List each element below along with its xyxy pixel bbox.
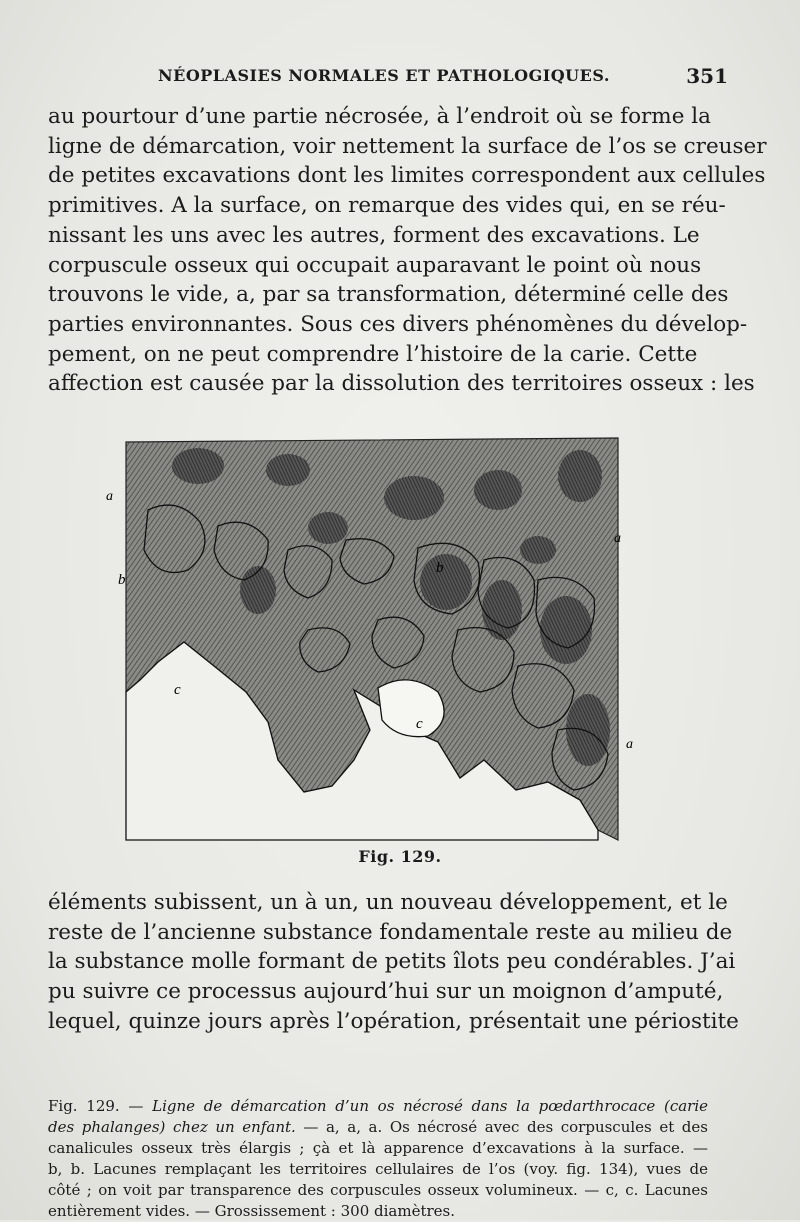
figure-letter-b-left: b — [118, 572, 126, 588]
figure-caption-label: Fig. 129. — [358, 847, 442, 866]
text-line: lequel, quinze jours après l’opération, présentait une périostite — [48, 1008, 739, 1034]
legend-line: côté ; on voit par transparence des corpuscules osseux volumineux. — c, c. Lacunes — [48, 1181, 708, 1199]
legend-title-italic: Ligne de démarcation d’un os nécrosé dans la pœdarthrocace (carie — [152, 1097, 709, 1115]
text-line: corpuscule osseux qui occupait auparavant le point où nous — [48, 252, 702, 278]
engraving-figure — [106, 430, 633, 840]
page-header — [48, 64, 728, 94]
legend-line: b, b. Lacunes remplaçant les territoires cellulaires de l’os (voy. fig. 134), vues de — [48, 1160, 708, 1178]
body-text-bottom — [48, 888, 739, 1037]
text-line: nissant les uns avec les autres, forment des excavations. Le — [48, 222, 700, 248]
legend-line: entièrement vides. — Grossissement : 300 diamètres. — [48, 1202, 456, 1220]
legend-title-italic-cont: des phalanges) chez un enfant. — [48, 1118, 296, 1136]
figure-letter-a-right: a — [614, 531, 621, 546]
text-line: pement, on ne peut comprendre l’histoire de la carie. Cette — [48, 341, 698, 367]
text-line: trouvons le vide, a, par sa transformation, déterminé celle des — [48, 282, 729, 308]
figure-letter-a-bottom-right: a — [626, 737, 633, 752]
text-line: parties environnantes. Sous ces divers phénomènes du dévelop- — [48, 311, 748, 337]
figure-letter-a-top-left: a — [106, 489, 113, 504]
text-line: affection est causée par la dissolution des territoires osseux : les — [48, 371, 755, 397]
text-line: reste de l’ancienne substance fondamentale reste au milieu de — [48, 919, 733, 945]
text-line: de petites excavations dont les limites correspondent aux cellules — [48, 163, 766, 189]
figure-letter-b-center: b — [436, 560, 444, 576]
legend-figure-ref: Fig. 129. — — [48, 1097, 153, 1115]
text-line: pu suivre ce processus aujourd’hui sur un moignon d’amputé, — [48, 979, 724, 1005]
body-text-top — [48, 102, 767, 399]
text-line: primitives. A la surface, on remarque des vides qui, en se réu- — [48, 193, 726, 219]
text-line: éléments subissent, un à un, un nouveau développement, et le — [48, 890, 728, 915]
page-number: 351 — [686, 64, 728, 88]
text-line: ligne de démarcation, voir nettement la surface de l’os se creuser — [48, 133, 767, 159]
figure-legend — [48, 1096, 708, 1222]
legend-line: canalicules osseux très élargis ; çà et là apparence d’excavations à la surface. — — [48, 1139, 708, 1157]
text-line: la substance molle formant de petits îlots peu condérables. J’ai — [48, 949, 736, 975]
running-head: NÉOPLASIES NORMALES ET PATHOLOGIQUES. — [158, 66, 610, 85]
legend-text: — a, a, a. Os nécrosé avec des corpuscules et des — [295, 1118, 708, 1136]
legend-line — [48, 1096, 708, 1117]
figure-letter-c-center: c — [416, 716, 423, 732]
figure-letter-c-left: c — [174, 682, 181, 698]
text-line: au pourtour d’une partie nécrosée, à l’endroit où se forme la — [48, 104, 711, 129]
legend-line — [48, 1117, 708, 1138]
